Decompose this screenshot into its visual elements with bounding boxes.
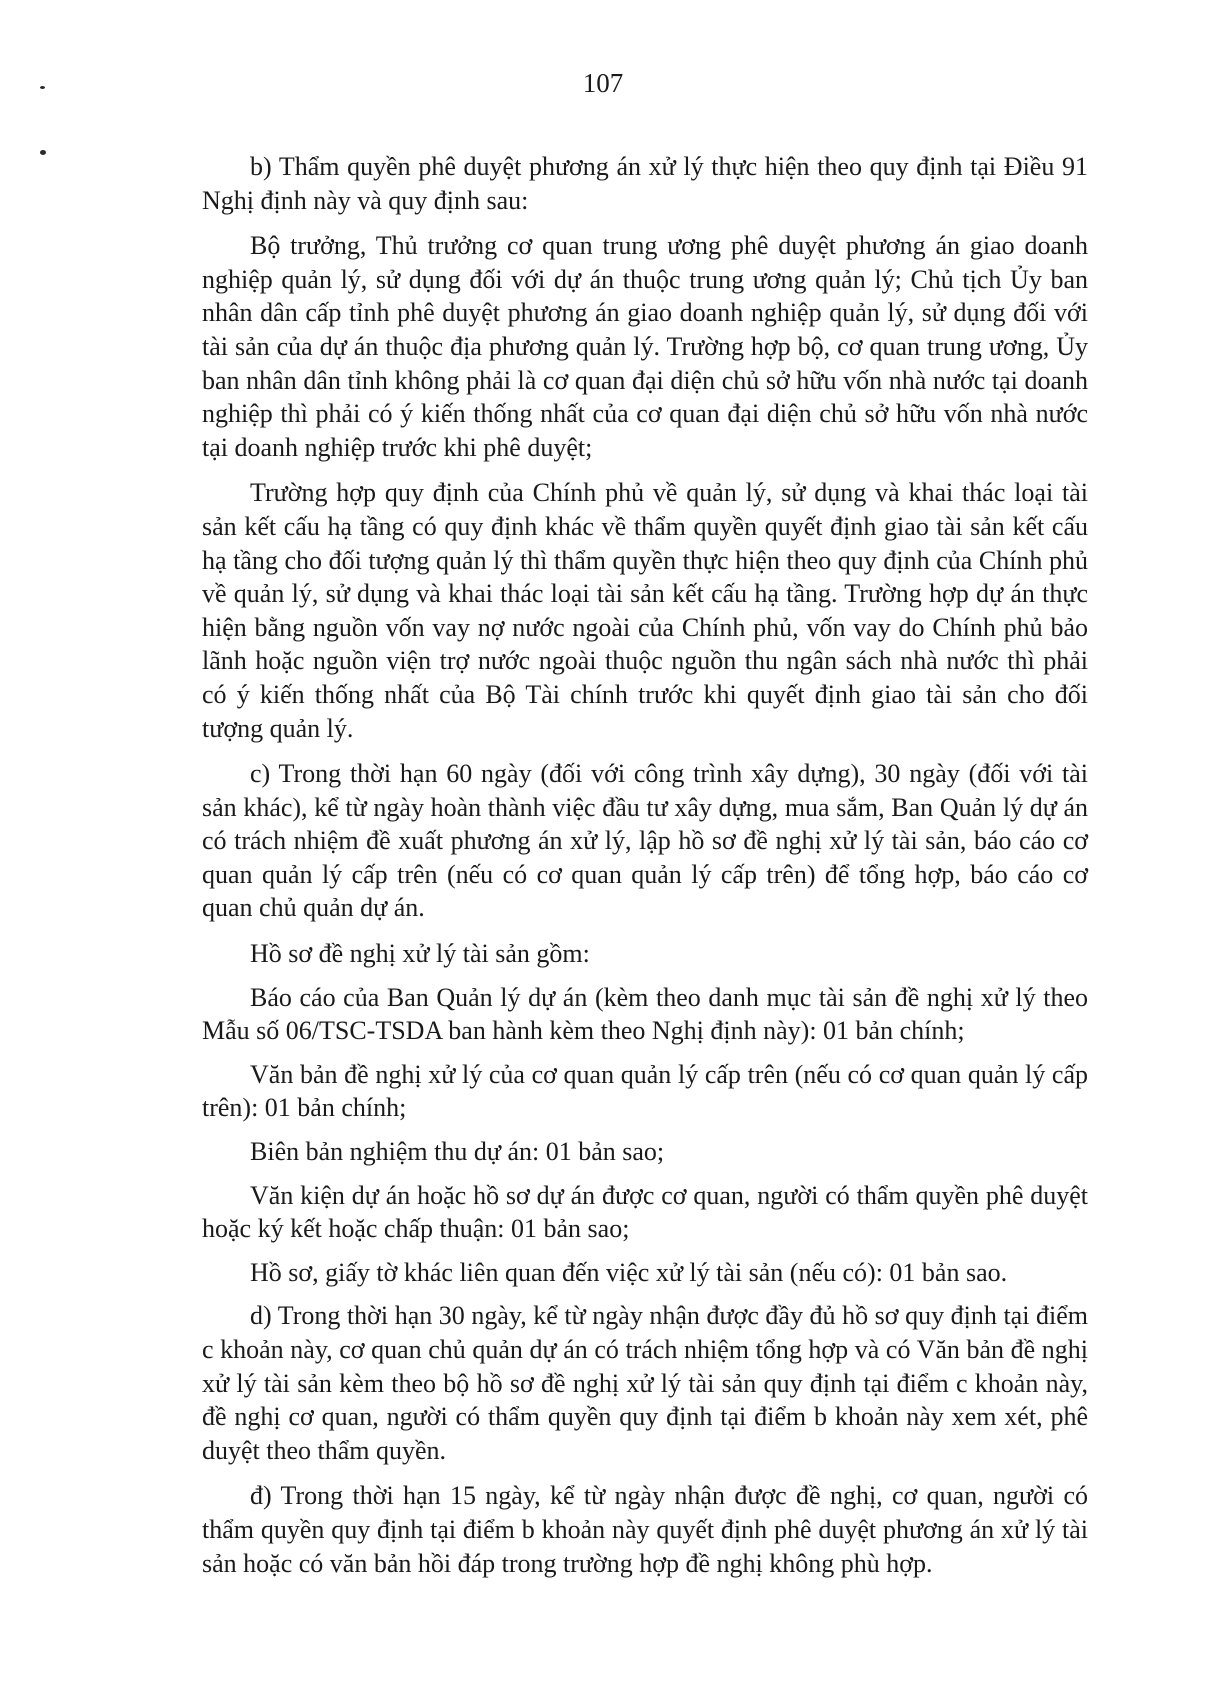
paragraph-dossier-acceptance: Biên bản nghiệm thu dự án: 01 bản sao; bbox=[250, 1137, 665, 1167]
paragraph-ministers-approval: Bộ trưởng, Thủ trưởng cơ quan trung ương phê duyệt phương án giao doanh nghiệp quản lý, sử dụng đối với dự án thuộc trung ương quản lý; Chủ tịch Ủy ban nhân dân cấp tỉnh phê duyệt phương án giao doanh nghiệp quản lý, sử dụng đối với tài sản của dự án thuộc địa phương quản lý. Trường hợp bộ, cơ quan trung ương, Ủy ban nhân dân tỉnh không phải là cơ quan đại diện chủ sở hữu vốn nhà nước tại doanh nghiệp thì phải có ý kiến thống nhất của cơ quan đại diện chủ sở hữu vốn nhà nước tại doanh nghiệp trước khi phê duyệt; bbox=[202, 231, 1088, 462]
paragraph-dossier-report: Báo cáo của Ban Quản lý dự án (kèm theo danh mục tài sản đề nghị xử lý theo Mẫu số 06/TSC-TSDA ban hành kèm theo Nghị định này): 01 bản chính; bbox=[202, 982, 1088, 1046]
scan-speck bbox=[40, 150, 46, 155]
paragraph-dossier-project-docs: Văn kiện dự án hoặc hồ sơ dự án được cơ quan, người có thẩm quyền phê duyệt hoặc ký kết hoặc chấp thuận: 01 bản sao; bbox=[202, 1180, 1088, 1244]
paragraph-deadline-15-days: đ) Trong thời hạn 15 ngày, kể từ ngày nhận được đề nghị, cơ quan, người có thẩm quyền quy định tại điểm b khoản này quyết định phê duyệt phương án xử lý tài sản hoặc có văn bản hồi đáp trong trường hợp đề nghị không phù hợp. bbox=[202, 1481, 1088, 1578]
paragraph-dossier-heading: Hồ sơ đề nghị xử lý tài sản gồm: bbox=[250, 939, 590, 969]
scan-speck bbox=[40, 86, 45, 89]
document-body bbox=[202, 150, 1088, 1592]
paragraph-dossier-proposal: Văn bản đề nghị xử lý của cơ quan quản lý cấp trên (nếu có cơ quan quản lý cấp trên): 01 bản chính; bbox=[202, 1059, 1088, 1123]
paragraph-dossier-other: Hồ sơ, giấy tờ khác liên quan đến việc xử lý tài sản (nếu có): 01 bản sao. bbox=[250, 1257, 1008, 1287]
page-number: 107 bbox=[582, 68, 624, 98]
paragraph-approval-authority: b) Thẩm quyền phê duyệt phương án xử lý thực hiện theo quy định tại Điều 91 Nghị định này và quy định sau: bbox=[202, 152, 1088, 215]
paragraph-infrastructure-case: Trường hợp quy định của Chính phủ về quản lý, sử dụng và khai thác loại tài sản kết cấu hạ tầng có quy định khác về thẩm quyền quyết định giao tài sản kết cấu hạ tầng cho đối tượng quản lý thì thẩm quyền thực hiện theo quy định của Chính phủ về quản lý, sử dụng và khai thác loại tài sản kết cấu hạ tầng. Trường hợp dự án thực hiện bằng nguồn vốn vay nợ nước ngoài của Chính phủ, vốn vay do Chính phủ bảo lãnh hoặc nguồn viện trợ nước ngoài thuộc nguồn thu ngân sách nhà nước thì phải có ý kiến thống nhất của Bộ Tài chính trước khi quyết định giao tài sản cho đối tượng quản lý. bbox=[202, 478, 1088, 743]
paragraph-deadline-60-days: c) Trong thời hạn 60 ngày (đối với công trình xây dựng), 30 ngày (đối với tài sản khác), kể từ ngày hoàn thành việc đầu tư xây dựng, mua sắm, Ban Quản lý dự án có trách nhiệm đề xuất phương án xử lý, lập hồ sơ đề nghị xử lý tài sản, báo cáo cơ quan quản lý cấp trên (nếu có cơ quan quản lý cấp trên) để tổng hợp, báo cáo cơ quan chủ quản dự án. bbox=[202, 759, 1088, 923]
paragraph-deadline-30-days: d) Trong thời hạn 30 ngày, kể từ ngày nhận được đầy đủ hồ sơ quy định tại điểm c khoản này, cơ quan chủ quản dự án có trách nhiệm tổng hợp và có Văn bản đề nghị xử lý tài sản kèm theo bộ hồ sơ đề nghị xử lý tài sản quy định tại điểm c khoản này, đề nghị cơ quan, người có thẩm quyền quy định tại điểm b khoản này xem xét, phê duyệt theo thẩm quyền. bbox=[202, 1301, 1088, 1465]
